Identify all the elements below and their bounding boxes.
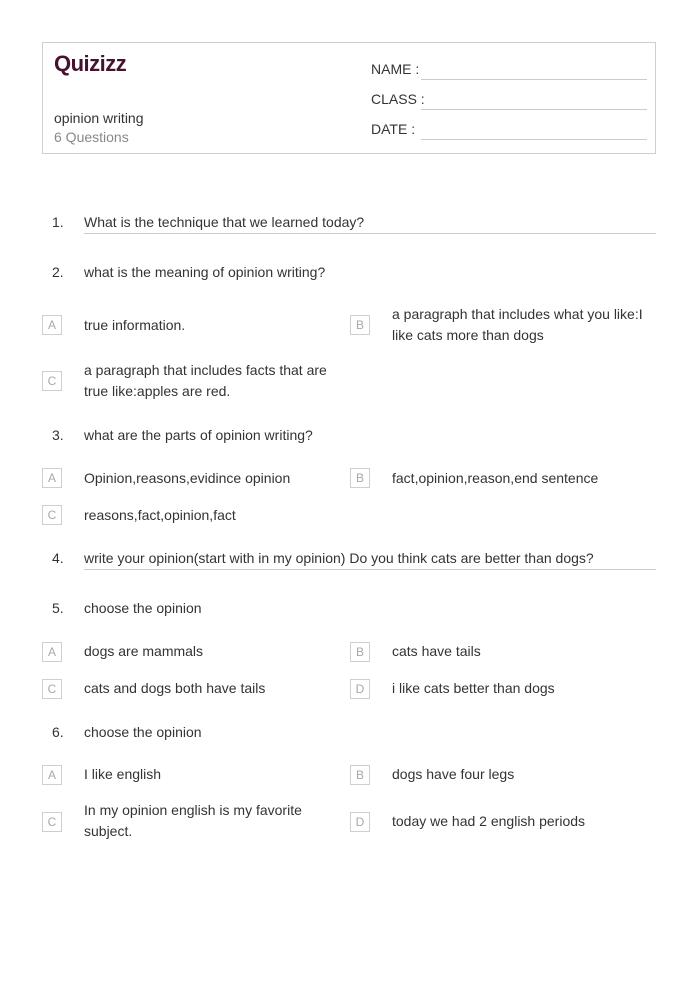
date-field[interactable] xyxy=(421,138,647,140)
option-letter-box[interactable]: B xyxy=(350,468,370,488)
option-text: cats and dogs both have tails xyxy=(84,680,266,696)
question-text: what is the meaning of opinion writing? xyxy=(84,264,326,280)
option-text: today we had 2 english periods xyxy=(392,813,586,829)
option-text: true information. xyxy=(84,317,186,333)
option-text: Opinion,reasons,evidince opinion xyxy=(84,470,291,486)
option-letter-box[interactable]: A xyxy=(42,642,62,662)
option-text: cats have tails xyxy=(392,643,481,659)
worksheet-title: opinion writing xyxy=(54,110,144,126)
option-letter-box[interactable]: C xyxy=(42,505,62,525)
option-letter-box[interactable]: C xyxy=(42,371,62,391)
answer-line[interactable] xyxy=(84,232,656,234)
question-text: choose the opinion xyxy=(84,600,202,616)
quizizz-logo: Quizizz xyxy=(54,51,127,76)
date-label: DATE : xyxy=(371,121,416,137)
worksheet-header xyxy=(42,42,656,154)
question-number: 3. xyxy=(52,427,64,443)
question-text: What is the technique that we learned today? xyxy=(84,214,365,230)
question-count: 6 Questions xyxy=(54,129,129,145)
question-number: 5. xyxy=(52,600,64,616)
option-text: a paragraph that includes facts that are true like:apples are red. xyxy=(84,362,327,399)
class-field[interactable] xyxy=(421,108,647,110)
option-text: a paragraph that includes what you like:I like cats more than dogs xyxy=(392,306,643,343)
question-number: 2. xyxy=(52,264,64,280)
option-text: reasons,fact,opinion,fact xyxy=(84,507,236,523)
option-text: fact,opinion,reason,end sentence xyxy=(392,470,599,486)
option-letter-box[interactable]: B xyxy=(350,315,370,335)
option-letter-box[interactable]: D xyxy=(350,679,370,699)
option-letter-box[interactable]: A xyxy=(42,468,62,488)
question-text: write your opinion(start with in my opinion) Do you think cats are better than dogs? xyxy=(84,550,594,566)
question-text: what are the parts of opinion writing? xyxy=(84,427,313,443)
option-text: In my opinion english is my favorite subject. xyxy=(84,802,302,839)
option-text: I like english xyxy=(84,766,162,782)
name-field[interactable] xyxy=(421,78,647,80)
question-text: choose the opinion xyxy=(84,724,202,740)
question-number: 6. xyxy=(52,724,64,740)
option-letter-box[interactable]: B xyxy=(350,642,370,662)
option-letter-box[interactable]: A xyxy=(42,765,62,785)
option-letter-box[interactable]: B xyxy=(350,765,370,785)
option-text: dogs are mammals xyxy=(84,643,204,659)
option-letter-box[interactable]: A xyxy=(42,315,62,335)
class-label: CLASS : xyxy=(371,91,425,107)
option-letter-box[interactable]: C xyxy=(42,812,62,832)
option-letter-box[interactable]: C xyxy=(42,679,62,699)
option-letter-box[interactable]: D xyxy=(350,812,370,832)
option-text: i like cats better than dogs xyxy=(392,680,555,696)
question-number: 4. xyxy=(52,550,64,566)
question-number: 1. xyxy=(52,214,64,230)
option-text: dogs have four legs xyxy=(392,766,515,782)
answer-line[interactable] xyxy=(84,568,656,570)
name-label: NAME : xyxy=(371,61,420,77)
